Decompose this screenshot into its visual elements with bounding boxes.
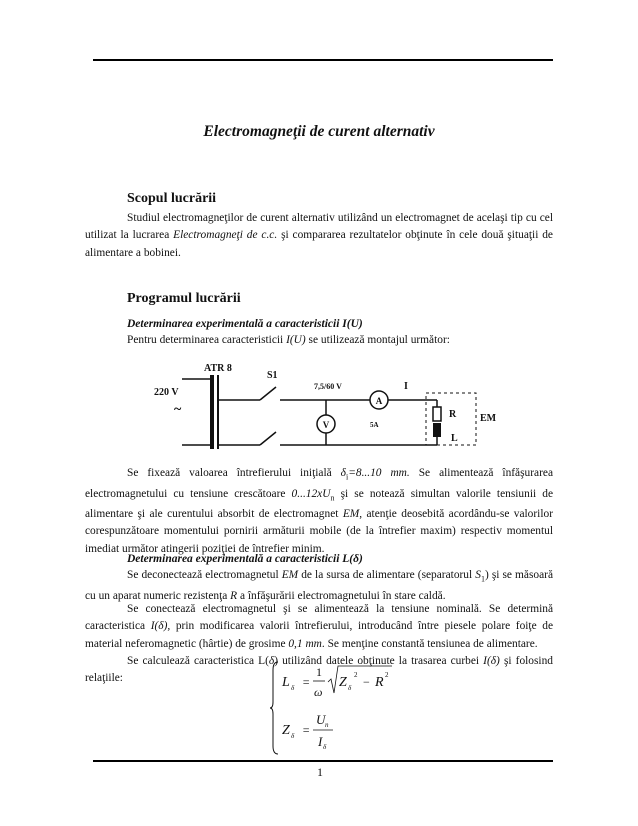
subheading-iu: Determinarea experimentală a caracteristicii I(U) — [127, 318, 363, 330]
resistor-label: R — [449, 409, 457, 420]
section-heading-program: Programul lucrării — [127, 291, 241, 306]
switch-label: S1 — [267, 370, 278, 381]
calculation-paragraph: Se calculează caracteristica L(δ) utilizând datele obţinute la trasarea curbei I(δ) şi folosind relaţiile: — [85, 655, 553, 685]
svg-text:1: 1 — [316, 665, 322, 679]
inductor-label: L — [451, 433, 458, 444]
svg-text:ω: ω — [314, 685, 323, 699]
top-rule — [93, 59, 553, 61]
current-label: I — [404, 381, 408, 392]
inductance-formula — [270, 660, 410, 760]
section-heading-scope: Scopul lucrării — [127, 191, 217, 206]
svg-text:−: − — [363, 675, 370, 689]
procedure-resistance-paragraph: Se deconectează electromagnetul EM de la sursa de alimentare (separatorul $S_1$) şi se măsoară cu un aparat numeric rezistenţa R a înfăşurării electromagnetului în stare caldă. — [85, 569, 553, 602]
svg-text:=: = — [302, 675, 311, 689]
ammeter-range: 5A — [370, 421, 379, 429]
procedure-inductance-paragraph: Se conectează electromagnetul şi se alimentează la tensiune nominală. Se determină caracteristica I(δ), prin modificarea valorii întrefierului, introducând între piesele polare foiţe de material neferomagnetic (hârtie) de grosime 0,1 mm. Se menţine constantă tensiunea de alimentare. — [85, 603, 554, 650]
svg-text:δ: δ — [291, 684, 295, 692]
svg-text:δ: δ — [348, 684, 352, 692]
voltmeter-range: 7,5/60 V — [314, 382, 342, 391]
scope-paragraph: Studiul electromagneţilor de curent alternativ utilizând un electromagnet de acelaşi tip cu cel utilizat la lucrarea Electromagneţi de c.c. şi compararea rezultatelor obţinute în cele două şituaţii de alimentare a bobinei. — [85, 212, 553, 259]
svg-text:Z: Z — [282, 723, 290, 738]
page-number: 1 — [317, 765, 323, 779]
ammeter-symbol: A — [375, 396, 383, 406]
voltmeter-symbol: V — [322, 420, 330, 430]
bottom-rule — [93, 760, 553, 762]
subheading-ld: Determinarea experimentală a caracteristicii L(δ) — [127, 553, 363, 565]
svg-text:L: L — [282, 675, 290, 690]
inductor-coil — [433, 423, 441, 437]
svg-text:R: R — [375, 675, 384, 690]
svg-text:Z: Z — [339, 675, 347, 690]
procedure-iu-paragraph: Se fixează valoarea întrefierului iniţială $\delta_i=8...10$ mm. Se alimentează înfăşurarea electromagnetului cu tensiune crescătoare $0...12xU_n$ şi se notează simultan valorile tensiunii de alimentare şi ale curentului absorbit de electromagnet EM, atenţie deosebită acordându-se valorilor corespunzătoare momentului pornirii armăturii mobile (de la întrefier maxim) respectiv momentul imediat următor atingerii poziţiei de întrefier minim. — [85, 467, 554, 555]
svg-text:2: 2 — [385, 671, 389, 679]
svg-text:U: U — [316, 712, 326, 727]
svg-text:=: = — [302, 723, 311, 737]
svg-text:δ: δ — [291, 732, 295, 740]
setup-intro-line: Pentru determinarea caracteristicii I(U) se utilizează montajul următor: — [127, 334, 450, 346]
ac-symbol: ~ — [174, 402, 182, 417]
svg-text:I: I — [318, 734, 323, 749]
svg-text:δ: δ — [323, 743, 327, 751]
page-title: Electromagneţii de curent alternativ — [203, 123, 435, 140]
circuit-diagram — [152, 357, 512, 457]
em-label: EM — [480, 413, 497, 424]
svg-text:2: 2 — [354, 671, 358, 679]
supply-label: 220 V — [154, 387, 179, 398]
svg-text:n: n — [325, 721, 329, 729]
atr-label: ATR 8 — [204, 363, 232, 374]
